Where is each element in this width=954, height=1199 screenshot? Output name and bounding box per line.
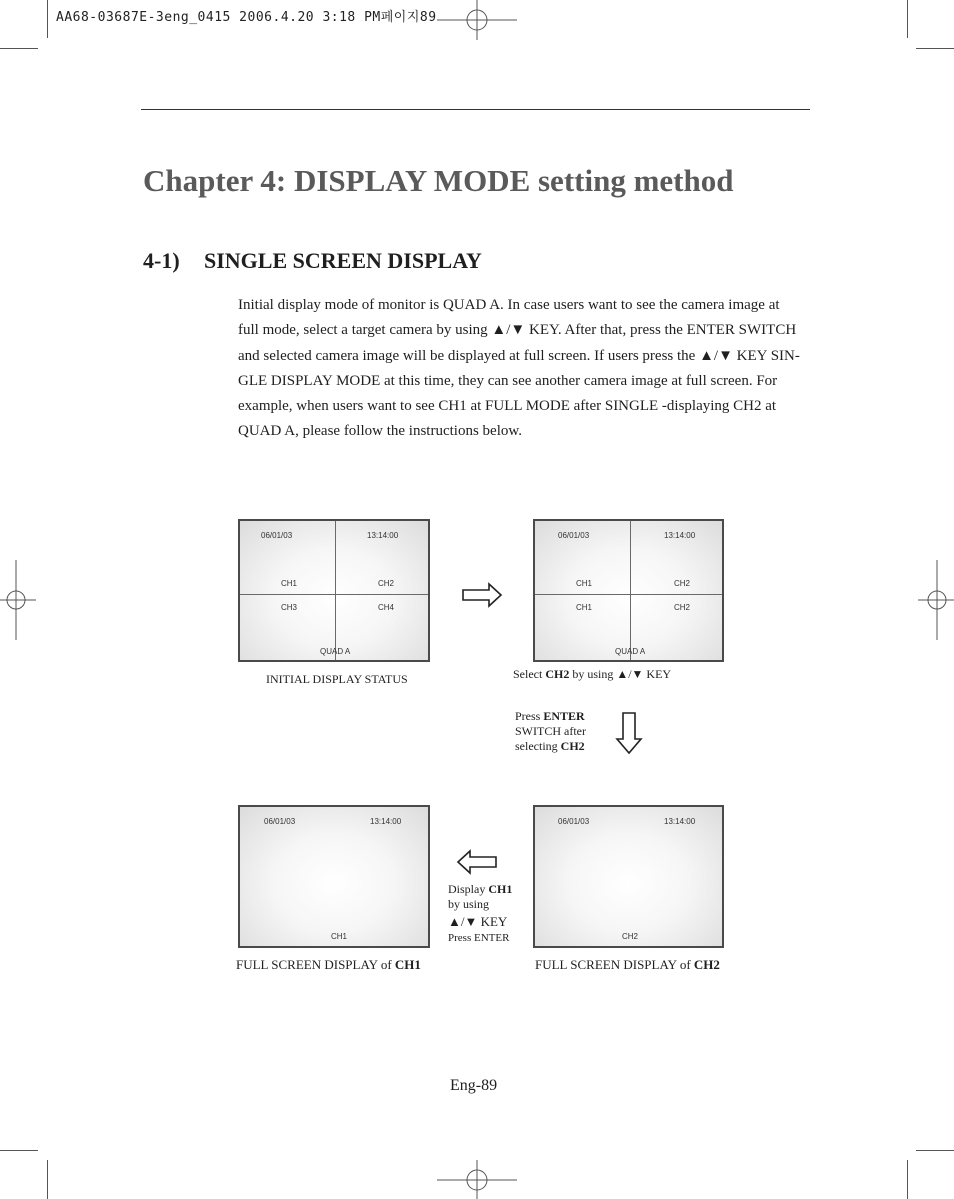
crop-mark-bl-v (47, 1160, 48, 1199)
quad-divider-vertical (335, 521, 336, 660)
arrow-down-icon (615, 711, 643, 755)
caption-text: Select (513, 667, 546, 681)
top-rule (141, 109, 810, 110)
printer-slug: AA68-03687E-3eng_0415 2006.4.20 3:18 PM페이지89 (56, 10, 437, 25)
quad-cell-label: CH1 (576, 603, 593, 612)
caption-text: FULL SCREEN DISPLAY of (535, 957, 694, 972)
monitor-date: 06/01/03 (558, 531, 590, 540)
caption-bold: CH2 (545, 667, 570, 681)
caption-line: ▲/▼ KEY (448, 914, 508, 929)
crop-mark-tr-v (907, 0, 908, 38)
crop-mark-br-v (907, 1160, 908, 1199)
caption-line (515, 739, 615, 754)
monitor-initial-quad (238, 519, 430, 662)
crop-mark-br-h (916, 1150, 954, 1151)
crop-mark-tl-h (0, 48, 38, 49)
caption-full-ch1 (236, 957, 421, 973)
monitor-date: 06/01/03 (558, 817, 590, 826)
quad-cell-label: CH2 (378, 579, 395, 588)
caption-text: selecting (515, 739, 561, 753)
registration-mark-top (437, 0, 517, 40)
arrow-right-icon (461, 582, 503, 608)
monitor-time: 13:14:00 (370, 817, 402, 826)
caption-text: FULL SCREEN DISPLAY of (236, 957, 395, 972)
caption-press-enter (515, 709, 615, 754)
registration-mark-right (914, 560, 954, 640)
crop-mark-tl-v (47, 0, 48, 38)
monitor-channel: CH1 (331, 932, 348, 941)
caption-initial-status: INITIAL DISPLAY STATUS (266, 672, 408, 686)
body-line: QUAD A, please follow the instructions below. (238, 423, 522, 440)
body-line: GLE DISPLAY MODE at this time, they can see another camera image at full screen. For (238, 372, 778, 389)
quad-divider-horizontal (535, 594, 722, 595)
body-line: and selected camera image will be displayed at full screen. If users press the ▲/▼ KEY SIN- (238, 347, 800, 364)
caption-line: SWITCH after (515, 724, 586, 738)
body-paragraph (238, 293, 810, 445)
monitor-mode: QUAD A (615, 647, 646, 656)
crop-mark-tr-h (916, 48, 954, 49)
monitor-mode: QUAD A (320, 647, 351, 656)
body-line: full mode, select a target camera by using ▲/▼ KEY. After that, press the ENTER SWITCH (238, 322, 797, 339)
quad-cell-label: CH3 (281, 603, 298, 612)
quad-cell-label: CH2 (674, 603, 691, 612)
caption-line: by using (448, 897, 490, 911)
registration-mark-bottom (437, 1160, 517, 1199)
caption-line: Press ENTER (448, 932, 510, 944)
caption-text: Display (448, 882, 489, 896)
monitor-time: 13:14:00 (664, 817, 696, 826)
caption-line (448, 882, 533, 897)
quad-cell-label: CH1 (576, 579, 593, 588)
arrow-left-icon (456, 849, 498, 875)
monitor-channel: CH2 (622, 932, 639, 941)
caption-text: Press (515, 709, 544, 723)
caption-bold: CH1 (394, 957, 421, 972)
monitor-time: 13:14:00 (664, 531, 696, 540)
monitor-date: 06/01/03 (261, 531, 293, 540)
monitor-date: 06/01/03 (264, 817, 296, 826)
quad-cell-label: CH1 (281, 579, 298, 588)
chapter-title: Chapter 4: DISPLAY MODE setting method (143, 163, 734, 198)
quad-divider-horizontal (240, 594, 428, 595)
quad-cell-label: CH4 (378, 603, 395, 612)
caption-text: by using ▲/▼ KEY (569, 667, 672, 681)
body-line: Initial display mode of monitor is QUAD A. In case users want to see the camera image at (238, 297, 780, 313)
caption-bold: CH2 (560, 739, 585, 753)
body-line: example, when users want to see CH1 at FULL MODE after SINGLE -displaying CH2 at (238, 398, 777, 415)
caption-select-ch2 (513, 667, 671, 682)
monitor-select-quad (533, 519, 724, 662)
registration-mark-left (0, 560, 40, 640)
section-number: 4-1) (143, 248, 180, 273)
caption-line (515, 709, 615, 724)
page-number: Eng-89 (450, 1077, 498, 1094)
caption-bold: CH1 (488, 882, 513, 896)
crop-mark-bl-h (0, 1150, 38, 1151)
quad-divider-vertical (630, 521, 631, 660)
caption-bold: ENTER (543, 709, 585, 723)
caption-bold: CH2 (693, 957, 720, 972)
caption-full-ch2 (535, 957, 720, 973)
monitor-full-ch1 (238, 805, 430, 948)
section-title: SINGLE SCREEN DISPLAY (204, 248, 482, 273)
caption-display-ch1 (448, 882, 533, 946)
quad-cell-label: CH2 (674, 579, 691, 588)
monitor-full-ch2 (533, 805, 724, 948)
monitor-time: 13:14:00 (367, 531, 399, 540)
